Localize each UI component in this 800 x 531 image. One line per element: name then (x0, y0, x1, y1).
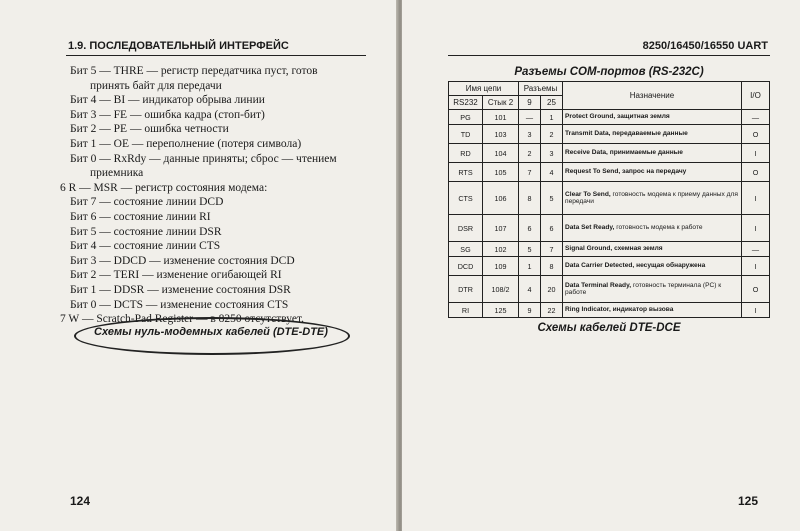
text-line: Бит 7 — состояние линии DCD (70, 196, 224, 209)
page-number: 124 (70, 494, 91, 508)
right-page (402, 0, 800, 531)
text-line: Бит 1 — DDSR — изменение состояния DSR (70, 283, 291, 296)
table-row (449, 303, 770, 318)
cell-purpose (563, 182, 742, 215)
purpose-text: Data Terminal Ready, (565, 281, 632, 289)
col-header-connectors: Разъемы (519, 82, 563, 96)
cell-stik2: 102 (483, 242, 519, 257)
cell-pin25: 20 (541, 276, 563, 303)
text-line: Бит 2 — PE — ошибка четности (70, 123, 229, 136)
text-line: Бит 3 — DDCD — изменение состояния DCD (70, 254, 295, 267)
table-row (449, 242, 770, 257)
cell-rs232: PG (449, 110, 483, 125)
table-row (449, 182, 770, 215)
cell-stik2: 109 (483, 257, 519, 276)
purpose-text: Ring Indicator, индикатор вызова (565, 306, 674, 314)
cell-io: — (742, 242, 770, 257)
text-line: Бит 1 — OE — переполнение (потеря символа) (70, 137, 302, 150)
cell-pin9: 2 (519, 144, 541, 163)
col-header-purpose: Назначение (563, 82, 742, 110)
text-line: Бит 2 — TERI — изменение огибающей RI (70, 269, 282, 282)
cell-stik2: 103 (483, 125, 519, 144)
cell-purpose (563, 257, 742, 276)
text-line: Бит 4 — BI — индикатор обрыва линии (70, 94, 265, 107)
header-rule (448, 55, 770, 56)
cell-pin25: 7 (541, 242, 563, 257)
purpose-text: Request To Send, запрос на передачу (565, 168, 687, 176)
cell-rs232: TD (449, 125, 483, 144)
cell-purpose (563, 163, 742, 182)
dte-dce-title: Схемы кабелей DTE-DCE (537, 322, 681, 334)
table-row (449, 276, 770, 303)
cell-stik2: 108/2 (483, 276, 519, 303)
col-header-name: Имя цепи (449, 82, 519, 96)
cell-pin25: 4 (541, 163, 563, 182)
cell-pin9: — (519, 110, 541, 125)
cell-rs232: DSR (449, 215, 483, 242)
text-line: 7 W — Scratch-Pad Register — в 8250 отсутствует. (60, 313, 305, 326)
purpose-subtext: готовность модема к приему данных для передачи (565, 190, 738, 205)
table-row (449, 125, 770, 144)
table-row (449, 110, 770, 125)
table-row (449, 215, 770, 242)
cell-pin9: 3 (519, 125, 541, 144)
text-line: Бит 6 — состояние линии RI (70, 210, 211, 223)
purpose-text: Data Set Ready, (565, 224, 615, 232)
cell-rs232: RI (449, 303, 483, 318)
cell-stik2: 106 (483, 182, 519, 215)
nullmodem-title: Схемы нуль-модемных кабелей (DTE-DTE) (94, 326, 328, 338)
purpose-text: Transmit Data, передаваемые данные (565, 130, 688, 138)
cell-io: I (742, 303, 770, 318)
table-row (449, 144, 770, 163)
cell-stik2: 107 (483, 215, 519, 242)
cell-stik2: 104 (483, 144, 519, 163)
cell-rs232: DCD (449, 257, 483, 276)
purpose-text: Protect Ground, защитная земля (565, 113, 670, 121)
com-port-table (448, 81, 770, 318)
cell-rs232: SG (449, 242, 483, 257)
cell-pin9: 8 (519, 182, 541, 215)
cell-pin25: 22 (541, 303, 563, 318)
table-row (449, 257, 770, 276)
cell-pin25: 2 (541, 125, 563, 144)
text-line: 6 R — MSR — регистр состояния модема: (60, 181, 268, 194)
left-page (0, 0, 398, 531)
cell-purpose (563, 215, 742, 242)
cell-io: I (742, 257, 770, 276)
header-rule (66, 55, 366, 56)
cell-io: O (742, 163, 770, 182)
cell-io: I (742, 182, 770, 215)
purpose-text: Clear To Send, (565, 190, 611, 198)
purpose-text: Receive Data, принимаемые данные (565, 149, 683, 157)
subheader-stik2: Стык 2 (483, 96, 519, 110)
subheader-rs232: RS232 (449, 96, 483, 110)
cell-io: I (742, 144, 770, 163)
page-number: 125 (737, 494, 758, 508)
msr-register-text (60, 64, 370, 327)
cell-io: O (742, 125, 770, 144)
text-line: Бит 0 — RxRdy — данные приняты; сброс — чтением (70, 152, 337, 165)
col-header-io: I/O (742, 82, 770, 110)
cell-io: I (742, 215, 770, 242)
text-line: Бит 3 — FE — ошибка кадра (стоп-бит) (70, 108, 265, 121)
purpose-subtext: готовность модема к работе (616, 224, 703, 232)
cell-pin25: 6 (541, 215, 563, 242)
text-line: Бит 4 — состояние линии CTS (70, 240, 221, 253)
cell-pin9: 6 (519, 215, 541, 242)
text-line: Бит 5 — состояние линии DSR (70, 225, 222, 238)
cell-purpose (563, 242, 742, 257)
cell-pin9: 1 (519, 257, 541, 276)
cell-pin9: 4 (519, 276, 541, 303)
cell-pin9: 9 (519, 303, 541, 318)
table-title: Разъемы COM-портов (RS-232C) (514, 66, 704, 78)
text-line: Бит 5 — THRE — регистр передатчика пуст, готов (70, 65, 318, 77)
cell-pin25: 5 (541, 182, 563, 215)
cell-purpose (563, 125, 742, 144)
cell-purpose (563, 303, 742, 318)
cell-io: — (742, 110, 770, 125)
purpose-text: Data Carrier Detected, несущая обнаружена (565, 262, 706, 270)
cell-stik2: 125 (483, 303, 519, 318)
cell-rs232: RTS (449, 163, 483, 182)
running-header: 8250/16450/16550 UART (642, 40, 768, 52)
subheader-25pin: 25 (541, 96, 563, 110)
purpose-text: Signal Ground, схемная земля (565, 245, 663, 253)
subheader-9pin: 9 (519, 96, 541, 110)
cell-stik2: 105 (483, 163, 519, 182)
cell-io: O (742, 276, 770, 303)
cell-pin9: 5 (519, 242, 541, 257)
cell-stik2: 101 (483, 110, 519, 125)
cell-purpose (563, 144, 742, 163)
cell-pin25: 1 (541, 110, 563, 125)
purpose-subtext: готовность терминала (PC) к работе (565, 281, 722, 296)
cell-rs232: CTS (449, 182, 483, 215)
text-line: принять байт для передачи (90, 79, 222, 92)
table-row (449, 163, 770, 182)
table-body (449, 110, 770, 318)
cell-purpose (563, 110, 742, 125)
cell-purpose (563, 276, 742, 303)
cell-rs232: RD (449, 144, 483, 163)
running-header: 1.9. ПОСЛЕДОВАТЕЛЬНЫЙ ИНТЕРФЕЙС (68, 40, 289, 52)
text-line: Бит 0 — DCTS — изменение состояния CTS (70, 298, 289, 311)
cell-rs232: DTR (449, 276, 483, 303)
text-line: приемника (90, 167, 144, 180)
cell-pin25: 3 (541, 144, 563, 163)
cell-pin9: 7 (519, 163, 541, 182)
cell-pin25: 8 (541, 257, 563, 276)
